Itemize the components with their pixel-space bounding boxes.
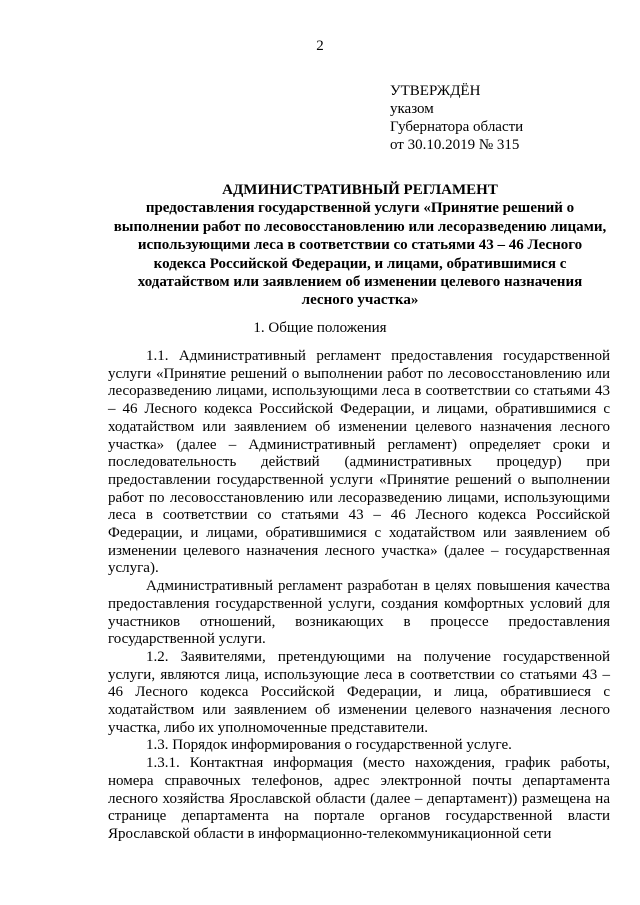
approval-stamp [390,82,523,154]
paragraph-1-3: 1.3. Порядок информирования о государственной услуге. [146,737,512,754]
paragraph-1-3-1: 1.3.1. Контактная информация (место нахождения, график работы, номера справочных телефонов, адрес электронной почты департамента лесного хозяйства Ярославской области (далее – департамент)) размещена на странице департамента на портале органов государственной власти Ярославской области в информационно-телекоммуникационной сети [108,755,610,842]
section-heading: 1. Общие положения [253,320,387,336]
title-subtitle: предоставления государственной услуги «Принятие решений о выполнении работ по лесовосстановлению или лесоразведению лицами, использующими леса в соответствии со статьями 43 – 46 Лесного кодекса Российской Федерации, и лицами, обратившимися с ходатайством или заявлением об изменении целевого назначения лесного участка» [113,200,607,309]
document-title [110,181,610,310]
approval-line-2: указом [390,101,434,117]
paragraph-1-1: 1.1. Административный регламент предоставления государственной услуги «Принятие решений о выполнении работ по лесовосстановлению или лесоразведению лицами, использующими леса в соответствии со статьями 43 – 46 Лесного кодекса Российской Федерации, и лицами, обратившимися с ходатайством или заявлением об изменении целевого назначения лесного участка» (далее – Административный регламент) определяет сроки и последовательность действий (административных процедур) при предоставлении государственной услуги «Принятие решений о выполнении работ по лесовосстановлению или лесоразведению лицами, использующими леса в соответствии со статьями 43 – 46 Лесного кодекса Российской Федерации, и лицами, обратившимися с ходатайством или заявлением об изменении целевого назначения лесного участка» (далее – государственная услуга). [108,348,610,577]
approval-line-3: Губернатора области [390,119,524,135]
approval-line-1: УТВЕРЖДЁН [390,83,481,99]
title-main: АДМИНИСТРАТИВНЫЙ РЕГЛАМЕНТ [222,182,498,198]
page-number: 2 [316,38,324,54]
paragraph-1-2: 1.2. Заявителями, претендующими на получение государственной услуги, являются лица, использующие леса в соответствии со статьями 43 – 46 Лесного кодекса Российской Федерации, и лица, обратившиеся с ходатайством или заявлением об изменении целевого назначения лесного участка, либо их уполномоченные представители. [108,648,610,736]
approval-line-4: от 30.10.2019 № 315 [390,137,520,153]
document-body [108,348,610,844]
paragraph-purpose: Административный регламент разработан в целях повышения качества предоставления государственной услуги, создания комфортных условий для участников отношений, возникающих в процессе предоставления государственной услуги. [108,578,610,648]
